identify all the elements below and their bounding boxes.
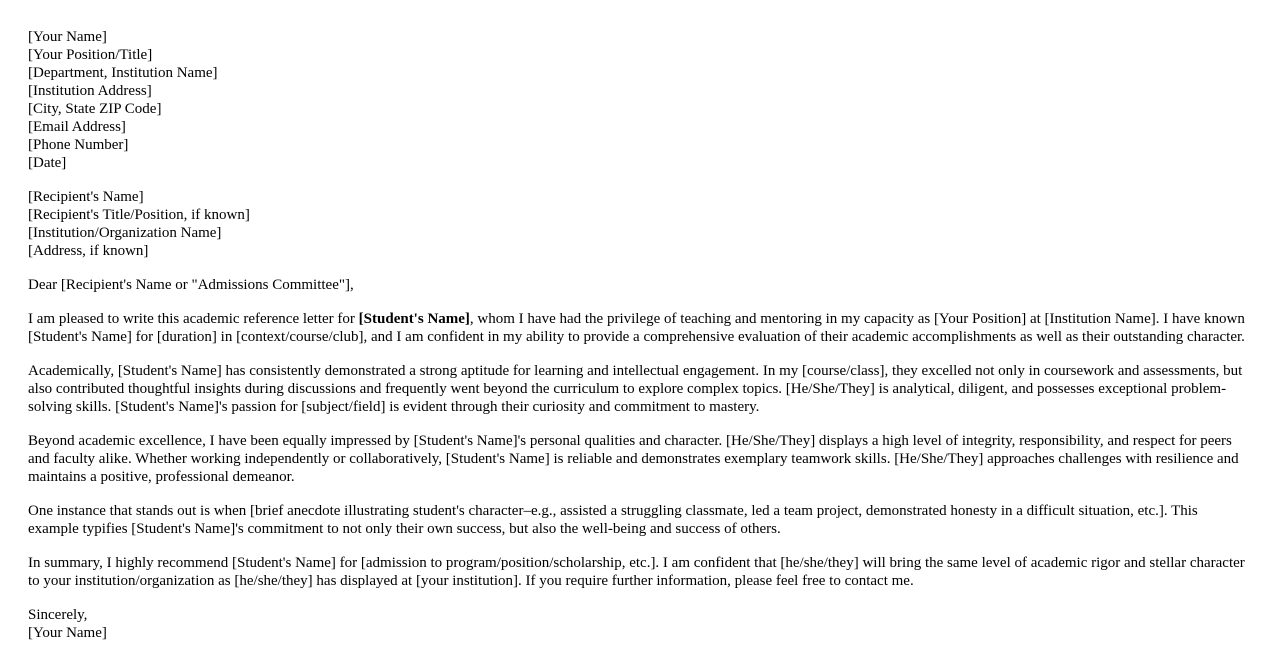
recipient-block: [28, 188, 1250, 260]
sender-address: [Institution Address]: [28, 83, 152, 99]
sender-department: [Department, Institution Name]: [28, 65, 218, 81]
student-name-bold: [Student's Name]: [358, 311, 470, 327]
paragraph-summary: In summary, I highly recommend [Student's Name] for [admission to program/position/scholarship, etc.]. I am confident that [he/she/they] will bring the same level of academic rigor and stellar character to your institution/organization as [he/she/they] has displayed at [your institution]. If you require further information, please feel free to contact me.: [28, 555, 1245, 589]
sender-block: [28, 28, 1250, 172]
recipient-organization: [Institution/Organization Name]: [28, 225, 222, 241]
signature-name: [Your Name]: [28, 625, 107, 641]
paragraph-academic: Academically, [Student's Name] has consistently demonstrated a strong aptitude for learning and intellectual engagement. In my [course/class], they excelled not only in coursework and assessments, but also contributed thoughtful insights during discussions and frequently went beyond the curriculum to explore complex topics. [He/She/They] is analytical, diligent, and possesses exceptional problem-solving skills. [Student's Name]'s passion for [subject/field] is evident through their curiosity and commitment to mastery.: [28, 363, 1243, 415]
recipient-title: [Recipient's Title/Position, if known]: [28, 207, 250, 223]
sender-city: [City, State ZIP Code]: [28, 101, 162, 117]
valediction: Sincerely,: [28, 607, 88, 623]
paragraph-intro: [28, 310, 1250, 346]
letter-date: [Date]: [28, 155, 67, 171]
paragraph-intro-rest: , whom I have had the privilege of teaching and mentoring in my capacity as [Your Position] at [Institution Name]. I have known [Student's Name] for [duration] in [context/course/club], and I am confident in my ability to provide a comprehensive evaluation of their academic accomplishments as well as their outstanding character.: [28, 311, 1245, 345]
sender-phone: [Phone Number]: [28, 137, 129, 153]
paragraph-anecdote: One instance that stands out is when [brief anecdote illustrating student's character–e.g., assisted a struggling classmate, led a team project, demonstrated honesty in a difficult situation, etc.]. This example typifies [Student's Name]'s commitment to not only their own success, but also the well-being and success of others.: [28, 503, 1198, 537]
sender-email: [Email Address]: [28, 119, 126, 135]
paragraph-character: Beyond academic excellence, I have been equally impressed by [Student's Name]'s personal qualities and character. [He/She/They] displays a high level of integrity, responsibility, and respect for peers and faculty alike. Whether working independently or collaboratively, [Student's Name] is reliable and demonstrates exemplary teamwork skills. [He/She/They] approaches challenges with resilience and maintains a positive, professional demeanor.: [28, 433, 1239, 485]
closing-block: [28, 606, 1250, 642]
recipient-name: [Recipient's Name]: [28, 189, 144, 205]
recipient-address: [Address, if known]: [28, 243, 149, 259]
sender-name: [Your Name]: [28, 29, 107, 45]
sender-position: [Your Position/Title]: [28, 47, 153, 63]
salutation: Dear [Recipient's Name or "Admissions Committee"],: [28, 277, 354, 293]
paragraph-intro-start: I am pleased to write this academic reference letter for: [28, 311, 359, 327]
